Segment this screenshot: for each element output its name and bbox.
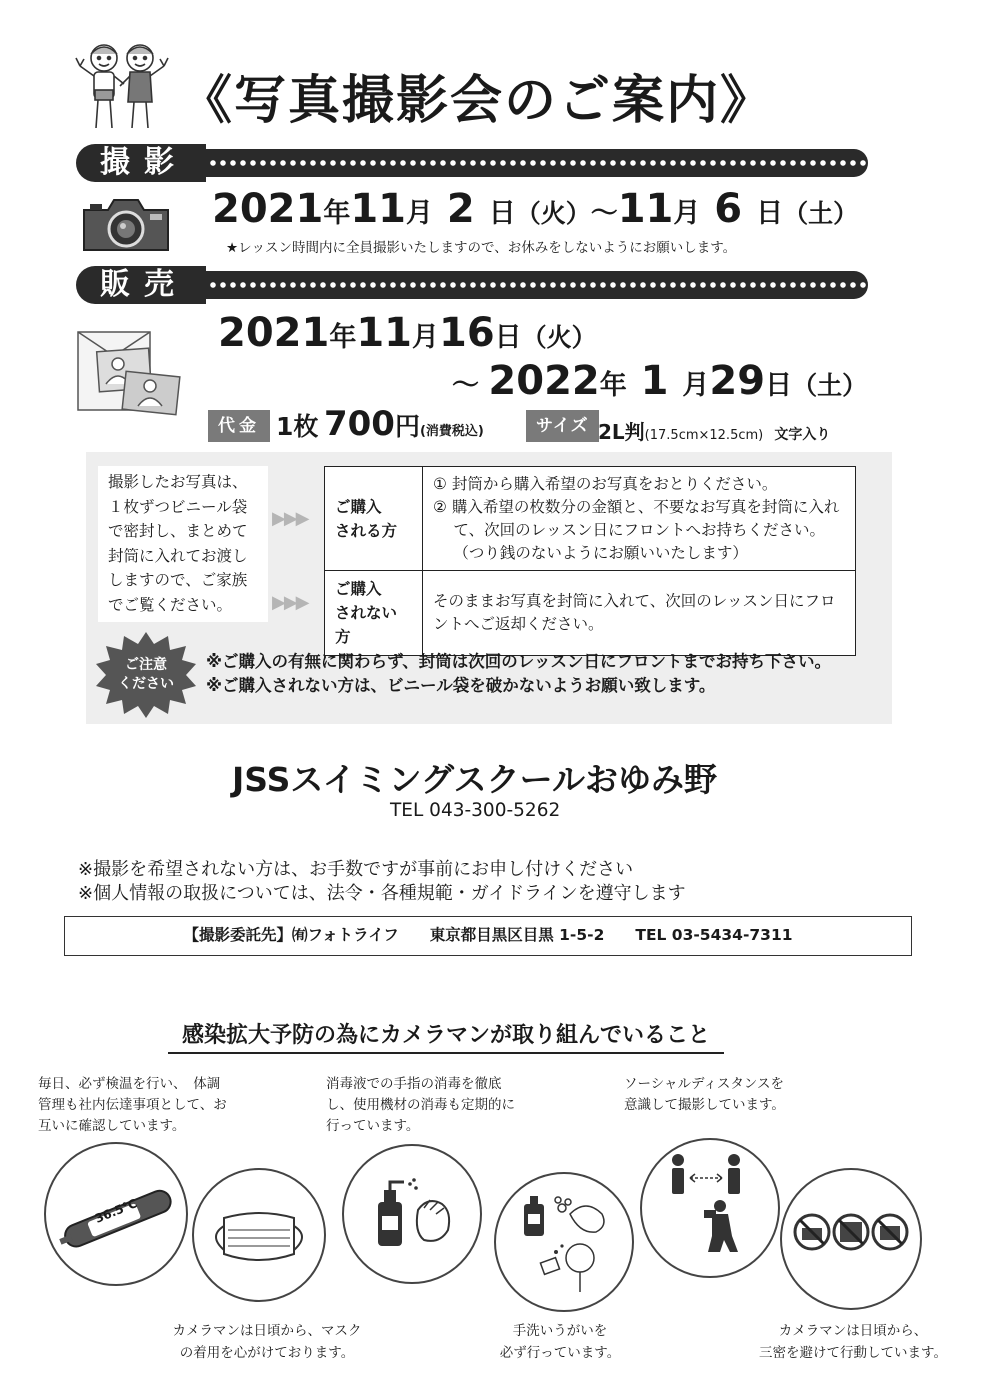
nobuy-instructions: そのままお写真を封筒に入れて、次回のレッスン日にフロ ントへご返却ください。	[423, 571, 856, 656]
mask-circle	[192, 1168, 326, 1302]
mask-caption: カメラマンは日頃から、マスク の着用を心がけております。	[172, 1323, 362, 1361]
buy-instructions: ① 封筒から購入希望のお写真をおとりください。 ② 購入希望の枚数分の金額と、不要なお写真を封筒に入れ て、次回のレッスン日にフロントへお持ちください。 （つり銭のないようにお願いいたします）	[423, 467, 856, 571]
handwash-icon	[496, 1174, 632, 1310]
sales-section-bar	[206, 271, 868, 299]
mascot-kids-illustration	[74, 38, 170, 134]
three-cs-circle	[780, 1168, 922, 1310]
size-tag: サイズ	[526, 410, 599, 442]
page-title: 《写真撮影会のご案内》	[180, 71, 775, 131]
privacy-notes: ※撮影を希望されない方は、お手数ですが事前にお申し付けください ※個人情報の取扱については、法令・各種規範・ガイドラインを遵守します	[78, 859, 686, 904]
caution-notes: ※ご購入の有無に関わらず、封筒は次回のレッスン日にフロントまでお持ち下さい。 ※ご購入されない方は、ビニール袋を破かないようお願い致します。	[206, 652, 832, 695]
envelope-explanation: 撮影したお写真は、 １枚ずつビニール袋 で密封し、まとめて 封筒に入れてお渡し しますので、ご家族 でご覧ください。	[108, 473, 248, 614]
avoid-three-cs-icon	[782, 1170, 920, 1308]
camera-icon	[80, 196, 172, 254]
shooting-date: 2021年11月 2 日（火）～11月 6 日（土）	[212, 186, 859, 232]
handwash-circle	[494, 1172, 634, 1312]
prevention-note-temperature: 毎日、必ず検温を行い、 体調 管理も社内伝達事項として、お 互いに確認しています。	[38, 1076, 227, 1134]
arrow-icon: ▶▶▶	[272, 508, 308, 529]
nobuy-header: ご購入 されない方	[325, 571, 423, 656]
arrow-icon: ▶▶▶	[272, 592, 308, 613]
sanitizer-circle	[342, 1144, 482, 1284]
table-row	[325, 571, 856, 656]
caution-badge: ご注意 ください	[94, 632, 198, 718]
thermometer-reading: 36.5℃	[92, 1196, 140, 1226]
mask-icon	[194, 1170, 324, 1300]
buy-header: ご購入 される方	[325, 467, 423, 571]
social-distance-icon	[642, 1140, 778, 1276]
price-tag: 代金	[208, 410, 270, 442]
size-info: 2L判(17.5cm×12.5cm) 文字入り	[598, 420, 831, 444]
prevention-note-disinfect: 消毒液での手指の消毒を徹底 し、使用機材の消毒も定期的に 行っています。	[326, 1076, 515, 1134]
attendance-note: ★レッスン時間内に全員撮影いたしますので、お休みをしないようにお願いします。	[226, 240, 737, 256]
table-row	[325, 467, 856, 571]
envelope-photos-icon	[74, 322, 184, 416]
shooting-section-label: 撮影	[76, 144, 206, 182]
sales-date-start: 2021年11月16日（火）	[218, 310, 597, 356]
school-tel: TEL 043-300-5262	[390, 800, 561, 821]
distance-circle	[640, 1138, 780, 1278]
photographer-contact: 【撮影委託先】㈲フォトライフ 東京都目黒区目黒 1-5-2 TEL 03-5434-7311	[64, 916, 912, 956]
thermometer-circle	[44, 1142, 188, 1286]
prevention-heading: 感染拡大予防の為にカメラマンが取り組んでいること	[168, 1018, 724, 1054]
price-info: 1枚 700円(消費税込)	[276, 404, 484, 444]
three-cs-caption: カメラマンは日頃から、 三密を避けて行動しています。	[759, 1323, 947, 1361]
handwash-caption: 手洗いうがいを 必ず行っています。	[499, 1323, 621, 1361]
purchase-table	[324, 466, 856, 656]
shooting-section-bar	[206, 149, 868, 177]
sales-date-end: ～ 2022年 1 月29日（土）	[452, 358, 868, 404]
sanitizer-icon	[344, 1146, 480, 1282]
school-name: JSSスイミングスクールおゆみ野	[232, 760, 718, 799]
sales-section-label: 販売	[76, 266, 206, 304]
prevention-note-distance: ソーシャルディスタンスを 意識して撮影しています。	[624, 1076, 785, 1113]
